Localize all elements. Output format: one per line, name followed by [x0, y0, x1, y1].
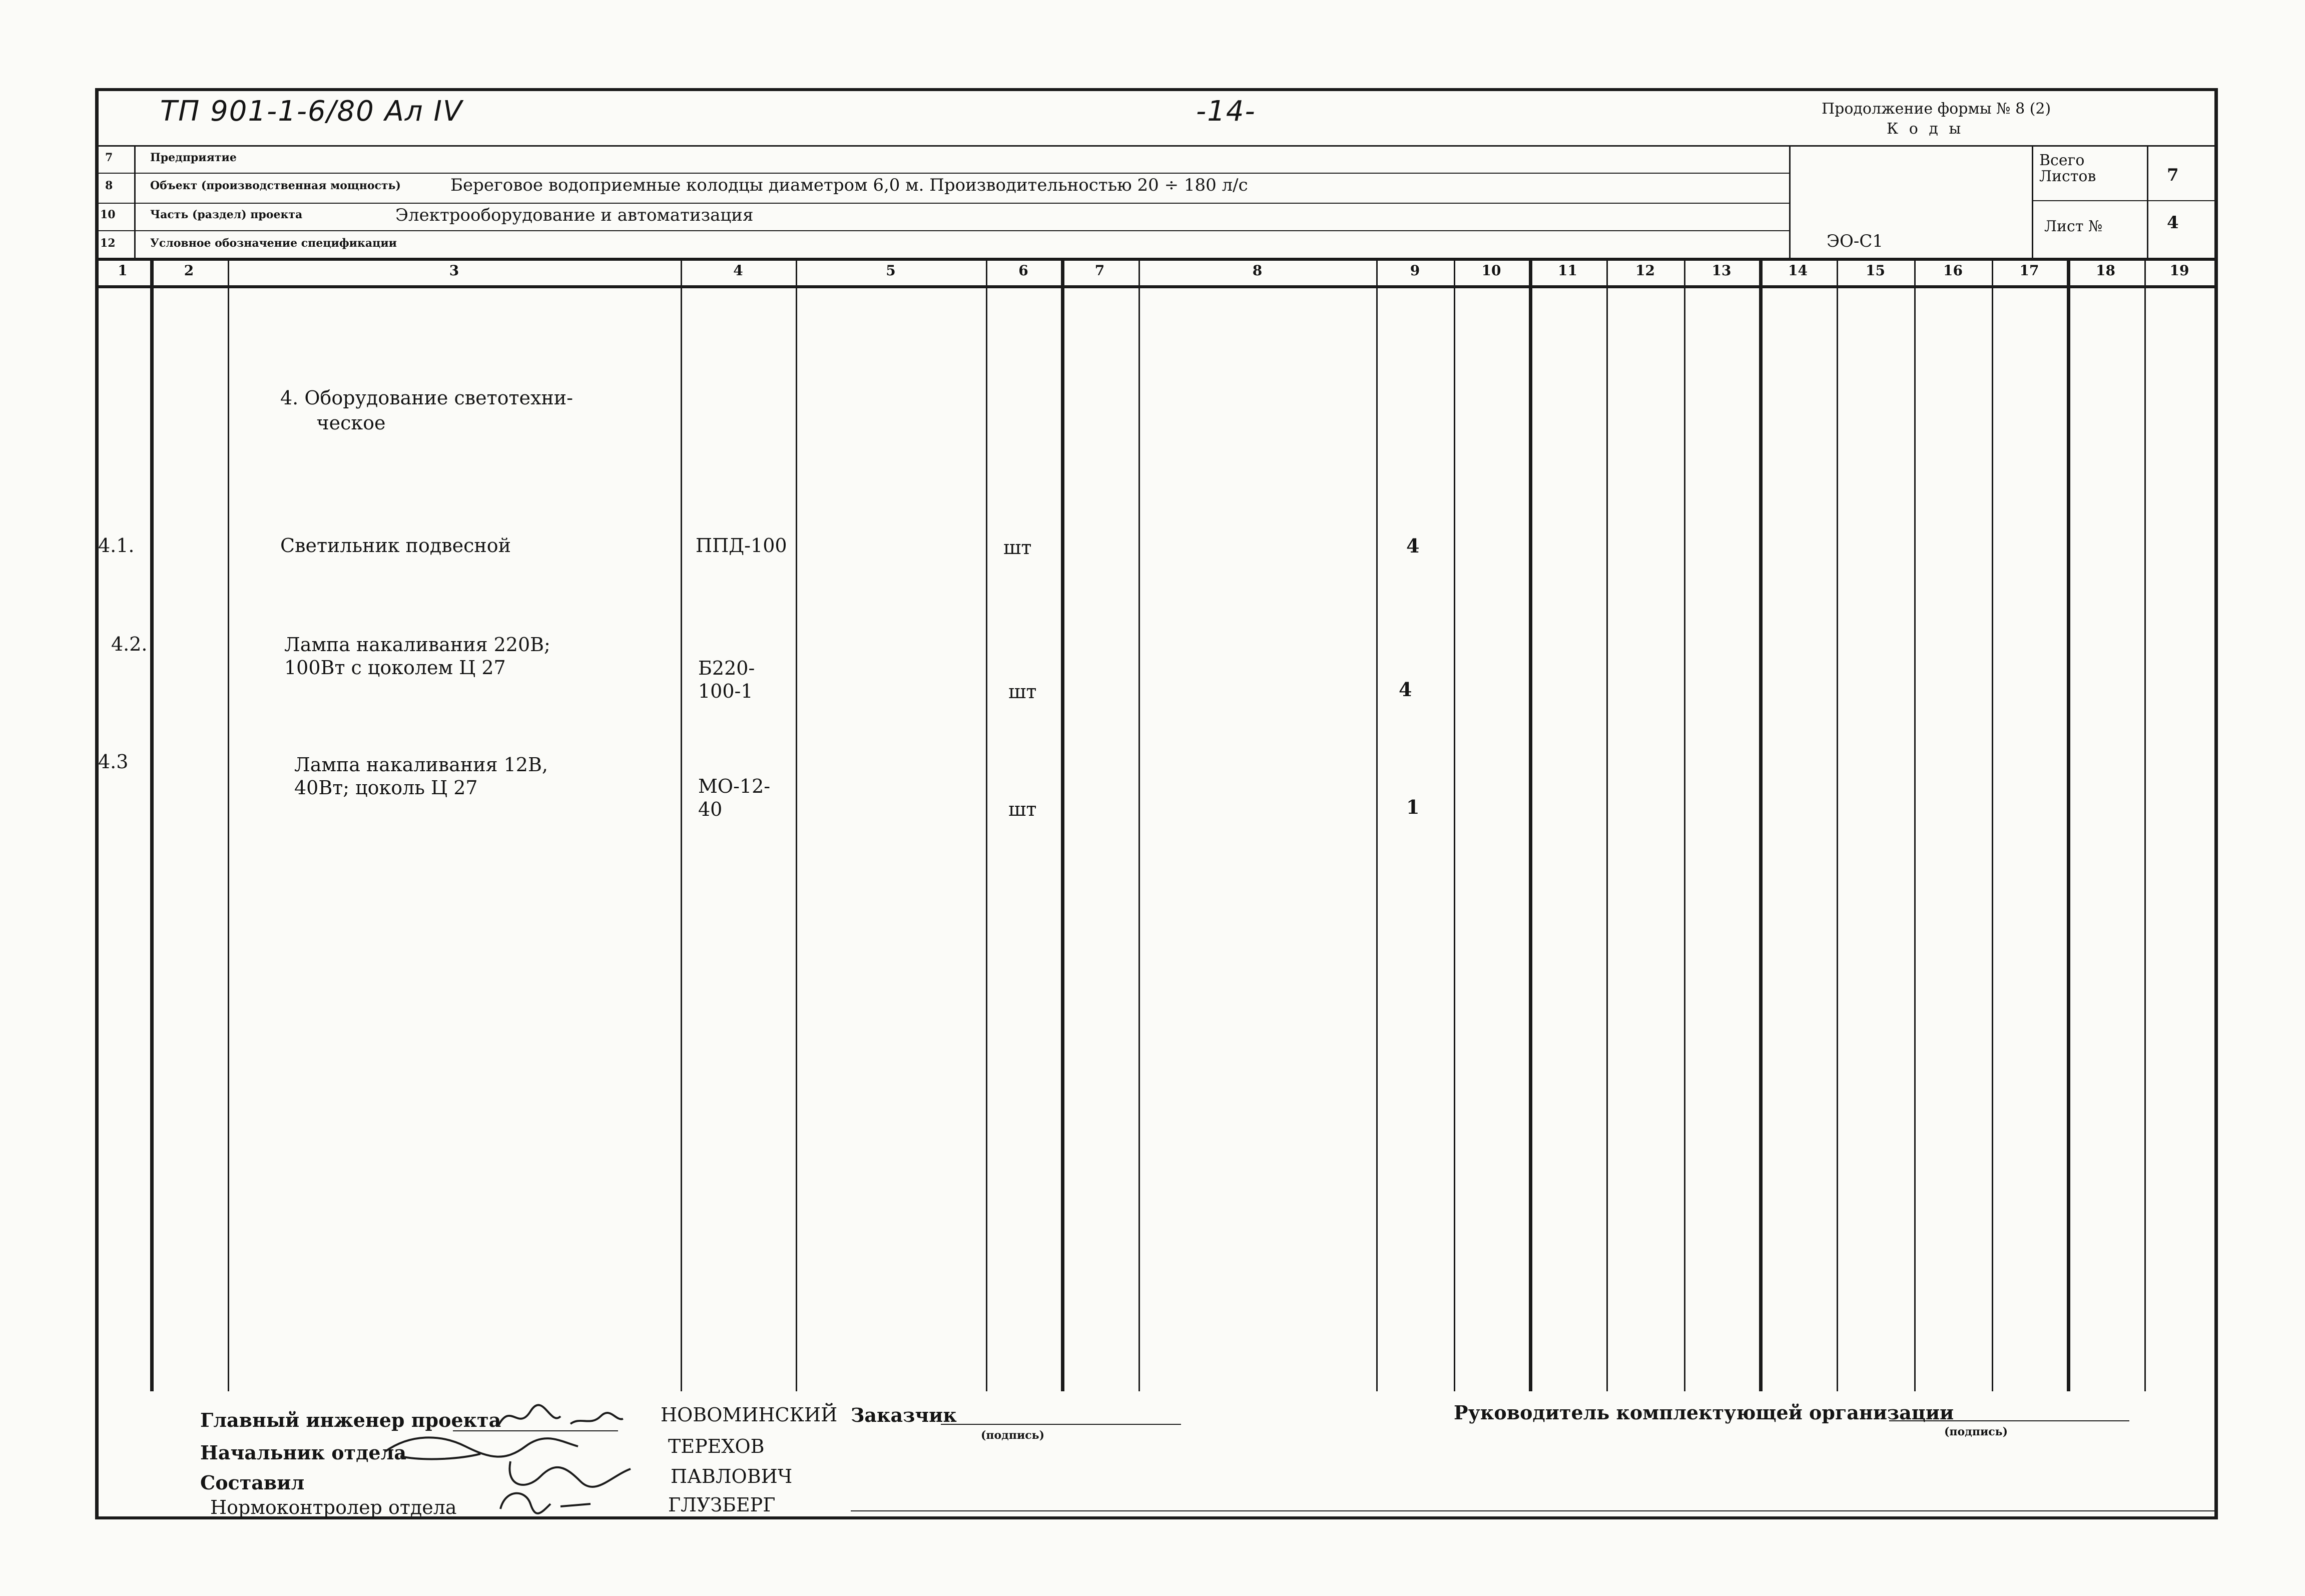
col-header-15: 15 — [1866, 262, 1885, 279]
row-4-2-unit: шт — [1008, 681, 1037, 703]
title-row-8-value: Береговое водоприемные колодцы диаметром 6,0 м. Производительностью 20 ÷ 180 л/с — [450, 175, 1248, 195]
row-4-3-name: Лампа накаливания 12В, 40Вт; цоколь Ц 27 — [294, 754, 548, 799]
sheet-label: Лист № — [2044, 218, 2103, 235]
title-row-7-label: Предприятие — [150, 151, 237, 164]
chief-engineer-signature — [495, 1396, 626, 1436]
chief-engineer-label: Главный инженер проекта — [200, 1409, 501, 1431]
col-divider-16 — [1992, 258, 1993, 1391]
title-row-8-label: Объект (производственная мощность) — [150, 179, 401, 192]
frame-top-line — [95, 88, 2217, 91]
title-row-line-2 — [95, 203, 1789, 204]
col-divider-7 — [1138, 258, 1140, 1391]
col-header-5: 5 — [886, 262, 896, 279]
col-divider-15 — [1914, 258, 1916, 1391]
specification-code: ЭО-С1 — [1827, 231, 1884, 251]
col-header-8: 8 — [1252, 262, 1263, 279]
title-sheets-divider-1 — [2032, 145, 2033, 258]
section-title: 4. Оборудование светотехни- ческое — [280, 387, 573, 434]
row-4-1-type: ППД-100 — [696, 535, 787, 557]
norm-control-label: Нормоконтролер отдела — [210, 1496, 457, 1518]
row-4-2-type: Б220- 100-1 — [698, 657, 755, 702]
col-divider-17 — [2067, 258, 2070, 1391]
col-divider-11 — [1606, 258, 1608, 1391]
col-divider-8 — [1376, 258, 1378, 1391]
dept-head-name: ТЕРЕХОВ — [668, 1435, 765, 1457]
row-4-2-name: Лампа накаливания 220В; 100Вт с цоколем Ц 27 — [284, 634, 550, 679]
row-4-3-type: МО-12- 40 — [698, 775, 771, 820]
total-sheets-value: 7 — [2167, 165, 2179, 185]
chief-engineer-name: НОВОМИНСКИЙ — [661, 1404, 838, 1426]
title-sheets-mid-line — [2032, 200, 2217, 201]
row-4-1-unit: шт — [1003, 537, 1032, 559]
col-divider-14 — [1837, 258, 1838, 1391]
row-4-2-qty: 4 — [1399, 678, 1412, 701]
col-divider-3 — [681, 258, 682, 1391]
row-4-2-position: 4.2. — [111, 633, 148, 655]
codes-label: К о д ы — [1887, 120, 1964, 138]
title-row-line-3 — [95, 230, 1789, 231]
col-divider-1 — [150, 258, 154, 1391]
col-header-3: 3 — [449, 262, 459, 279]
norm-control-signature — [495, 1484, 596, 1519]
row-4-3-qty: 1 — [1406, 796, 1420, 818]
frame-right-line — [2214, 88, 2218, 1519]
row-4-1-name: Светильник подвесной — [280, 535, 511, 557]
customer-signature-hint: (подпись) — [981, 1429, 1045, 1442]
column-header-top-line — [95, 258, 2217, 261]
row-4-3-unit: шт — [1008, 798, 1037, 820]
col-header-9: 9 — [1410, 262, 1420, 279]
col-header-18: 18 — [2096, 262, 2115, 279]
col-header-17: 17 — [2019, 262, 2039, 279]
title-row-10-value: Электрооборудование и автоматизация — [395, 205, 754, 225]
title-row-line-1 — [95, 173, 1789, 174]
col-divider-6 — [1061, 258, 1064, 1391]
col-header-14: 14 — [1788, 262, 1808, 279]
col-divider-2 — [228, 258, 229, 1391]
title-sheets-divider-2 — [2147, 145, 2148, 258]
compiled-label: Составил — [200, 1471, 305, 1494]
title-row-10-num: 10 — [100, 208, 116, 221]
title-row-8-num: 8 — [105, 179, 113, 192]
col-divider-5 — [986, 258, 987, 1391]
customer-sign-line — [941, 1424, 1181, 1425]
title-num-divider — [134, 145, 136, 258]
supplier-sign-line — [1889, 1420, 2129, 1421]
form-continuation: Продолжение формы № 8 (2) — [1822, 100, 2051, 118]
col-header-10: 10 — [1481, 262, 1501, 279]
title-block-top-line — [95, 145, 2217, 147]
col-header-12: 12 — [1635, 262, 1655, 279]
column-header-bottom-line — [95, 285, 2217, 288]
supplier-head-label: Руководитель комплектующей организации — [1454, 1401, 1954, 1424]
col-divider-9 — [1454, 258, 1455, 1391]
col-header-6: 6 — [1018, 262, 1028, 279]
col-header-19: 19 — [2169, 262, 2189, 279]
title-row-12-label: Условное обозначение спецификации — [150, 237, 397, 250]
col-divider-18 — [2144, 258, 2146, 1391]
customer-label: Заказчик — [851, 1404, 957, 1426]
col-header-16: 16 — [1943, 262, 1963, 279]
title-row-7-num: 7 — [105, 151, 113, 164]
col-header-1: 1 — [118, 262, 128, 279]
row-4-1-qty: 4 — [1406, 535, 1420, 557]
col-header-2: 2 — [184, 262, 194, 279]
row-4-1-position: 4.1. — [98, 535, 135, 557]
norm-control-name: ГЛУЗБЕРГ — [668, 1494, 776, 1516]
total-sheets-label: Всего Листов — [2039, 152, 2096, 185]
col-header-7: 7 — [1094, 262, 1105, 279]
title-row-10-label: Часть (раздел) проекта — [150, 208, 303, 221]
col-header-11: 11 — [1558, 262, 1577, 279]
signature-block-bottom-line — [851, 1510, 2214, 1511]
col-divider-10 — [1529, 258, 1532, 1391]
col-divider-13 — [1759, 258, 1763, 1391]
col-divider-4 — [796, 258, 797, 1391]
supplier-signature-hint: (подпись) — [1944, 1425, 2008, 1438]
dept-head-label: Начальник отдела — [200, 1441, 407, 1464]
sheet-value: 4 — [2167, 213, 2179, 233]
compiled-name: ПАВЛОВИЧ — [671, 1465, 793, 1487]
document-code: ТП 901-1-6/80 Ал IV — [160, 95, 463, 128]
col-divider-12 — [1684, 258, 1685, 1391]
page-number: -14- — [1196, 95, 1256, 128]
frame-left-line — [95, 88, 99, 1519]
row-4-3-position: 4.3 — [98, 751, 129, 773]
col-header-13: 13 — [1711, 262, 1732, 279]
title-row-12-num: 12 — [100, 237, 116, 250]
col-header-4: 4 — [733, 262, 743, 279]
title-codes-divider — [1789, 145, 1791, 258]
